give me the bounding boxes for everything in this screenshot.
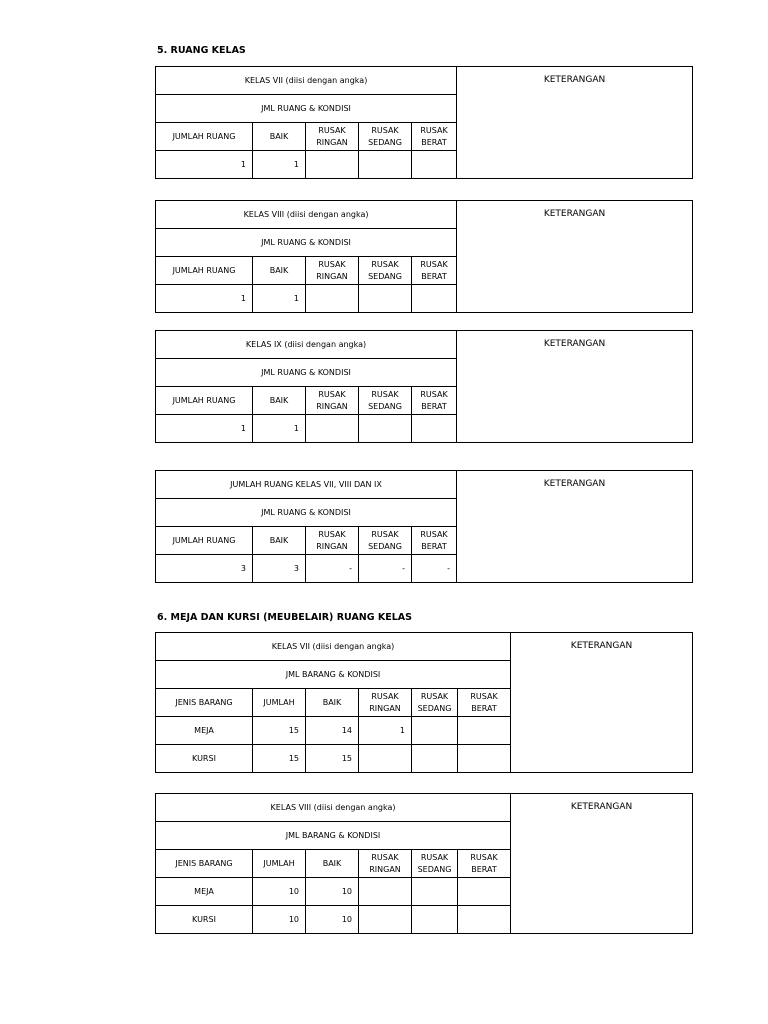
header-rusak-sedang: RUSAK SEDANG [359, 387, 412, 415]
value-rusak-sedang [412, 906, 458, 934]
value-rusak-ringan: - [306, 555, 359, 583]
header-jumlah-ruang: JUMLAH RUANG [156, 123, 253, 151]
header-jumlah-ruang: JUMLAH RUANG [156, 387, 253, 415]
value-baik: 10 [306, 878, 359, 906]
header-jenis-barang: JENIS BARANG [156, 850, 253, 878]
value-jumlah-ruang: 1 [156, 415, 253, 443]
ruang-kelas-viii-table [155, 200, 693, 313]
keterangan-cell: KETERANGAN [511, 794, 693, 934]
value-baik: 14 [306, 717, 359, 745]
header-rusak-ringan: RUSAK RINGAN [306, 257, 359, 285]
header-rusak-berat: RUSAK BERAT [412, 387, 457, 415]
keterangan-cell: KETERANGAN [511, 633, 693, 773]
value-jumlah-ruang: 3 [156, 555, 253, 583]
header-rusak-ringan: RUSAK RINGAN [306, 123, 359, 151]
item-name: MEJA [156, 878, 253, 906]
table-title: KELAS VIII (diisi dengan angka) [156, 201, 457, 229]
item-name: KURSI [156, 906, 253, 934]
value-rusak-sedang [412, 878, 458, 906]
header-rusak-sedang: RUSAK SEDANG [359, 257, 412, 285]
header-rusak-berat: RUSAK BERAT [458, 850, 511, 878]
header-rusak-berat: RUSAK BERAT [412, 527, 457, 555]
table-subtitle: JML RUANG & KONDISI [156, 359, 457, 387]
value-rusak-ringan [359, 906, 412, 934]
header-rusak-berat: RUSAK BERAT [412, 123, 457, 151]
keterangan-cell: KETERANGAN [457, 201, 693, 313]
value-rusak-ringan [306, 151, 359, 179]
header-baik: BAIK [253, 123, 306, 151]
value-rusak-berat [458, 717, 511, 745]
value-rusak-berat [412, 285, 457, 313]
table-subtitle: JML RUANG & KONDISI [156, 229, 457, 257]
table-title: KELAS IX (diisi dengan angka) [156, 331, 457, 359]
header-rusak-sedang: RUSAK SEDANG [412, 689, 458, 717]
value-rusak-berat [412, 415, 457, 443]
value-jumlah-ruang: 1 [156, 151, 253, 179]
jumlah-ruang-kelas-table [155, 470, 693, 583]
value-rusak-sedang: - [359, 555, 412, 583]
value-rusak-sedang [412, 717, 458, 745]
header-baik: BAIK [306, 850, 359, 878]
section-6-title: 6. MEJA DAN KURSI (MEUBELAIR) RUANG KELAS [157, 612, 412, 623]
header-rusak-ringan: RUSAK RINGAN [359, 689, 412, 717]
ruang-kelas-ix-table [155, 330, 693, 443]
value-rusak-ringan [359, 878, 412, 906]
meubelair-kelas-viii-table [155, 793, 693, 934]
header-baik: BAIK [253, 387, 306, 415]
header-jumlah: JUMLAH [253, 850, 306, 878]
value-rusak-berat [458, 878, 511, 906]
header-baik: BAIK [253, 527, 306, 555]
value-jumlah: 10 [253, 878, 306, 906]
value-rusak-sedang [359, 285, 412, 313]
table-title: JUMLAH RUANG KELAS VII, VIII DAN IX [156, 471, 457, 499]
header-rusak-ringan: RUSAK RINGAN [306, 527, 359, 555]
value-rusak-berat [458, 745, 511, 773]
meubelair-kelas-vii-table [155, 632, 693, 773]
value-baik: 1 [253, 415, 306, 443]
value-rusak-berat [458, 906, 511, 934]
value-rusak-berat: - [412, 555, 457, 583]
value-baik: 15 [306, 745, 359, 773]
header-jenis-barang: JENIS BARANG [156, 689, 253, 717]
header-jumlah: JUMLAH [253, 689, 306, 717]
table-title: KELAS VII (diisi dengan angka) [156, 633, 511, 661]
value-jumlah-ruang: 1 [156, 285, 253, 313]
header-baik: BAIK [306, 689, 359, 717]
header-rusak-sedang: RUSAK SEDANG [359, 123, 412, 151]
value-rusak-ringan [306, 285, 359, 313]
table-title: KELAS VIII (diisi dengan angka) [156, 794, 511, 822]
value-baik: 1 [253, 151, 306, 179]
table-subtitle: JML RUANG & KONDISI [156, 95, 457, 123]
header-baik: BAIK [253, 257, 306, 285]
value-rusak-ringan [306, 415, 359, 443]
header-rusak-berat: RUSAK BERAT [458, 689, 511, 717]
header-rusak-sedang: RUSAK SEDANG [359, 527, 412, 555]
header-rusak-berat: RUSAK BERAT [412, 257, 457, 285]
table-subtitle: JML BARANG & KONDISI [156, 822, 511, 850]
table-subtitle: JML BARANG & KONDISI [156, 661, 511, 689]
keterangan-cell: KETERANGAN [457, 331, 693, 443]
value-baik: 10 [306, 906, 359, 934]
header-rusak-sedang: RUSAK SEDANG [412, 850, 458, 878]
table-subtitle: JML RUANG & KONDISI [156, 499, 457, 527]
value-rusak-sedang [412, 745, 458, 773]
value-baik: 3 [253, 555, 306, 583]
value-rusak-berat [412, 151, 457, 179]
section-5-title: 5. RUANG KELAS [157, 45, 246, 56]
value-rusak-sedang [359, 415, 412, 443]
keterangan-cell: KETERANGAN [457, 67, 693, 179]
value-jumlah: 15 [253, 745, 306, 773]
value-rusak-ringan [359, 745, 412, 773]
header-jumlah-ruang: JUMLAH RUANG [156, 527, 253, 555]
header-rusak-ringan: RUSAK RINGAN [359, 850, 412, 878]
keterangan-cell: KETERANGAN [457, 471, 693, 583]
value-rusak-ringan: 1 [359, 717, 412, 745]
item-name: KURSI [156, 745, 253, 773]
value-jumlah: 15 [253, 717, 306, 745]
header-jumlah-ruang: JUMLAH RUANG [156, 257, 253, 285]
table-title: KELAS VII (diisi dengan angka) [156, 67, 457, 95]
value-jumlah: 10 [253, 906, 306, 934]
ruang-kelas-vii-table [155, 66, 693, 179]
item-name: MEJA [156, 717, 253, 745]
value-rusak-sedang [359, 151, 412, 179]
header-rusak-ringan: RUSAK RINGAN [306, 387, 359, 415]
value-baik: 1 [253, 285, 306, 313]
